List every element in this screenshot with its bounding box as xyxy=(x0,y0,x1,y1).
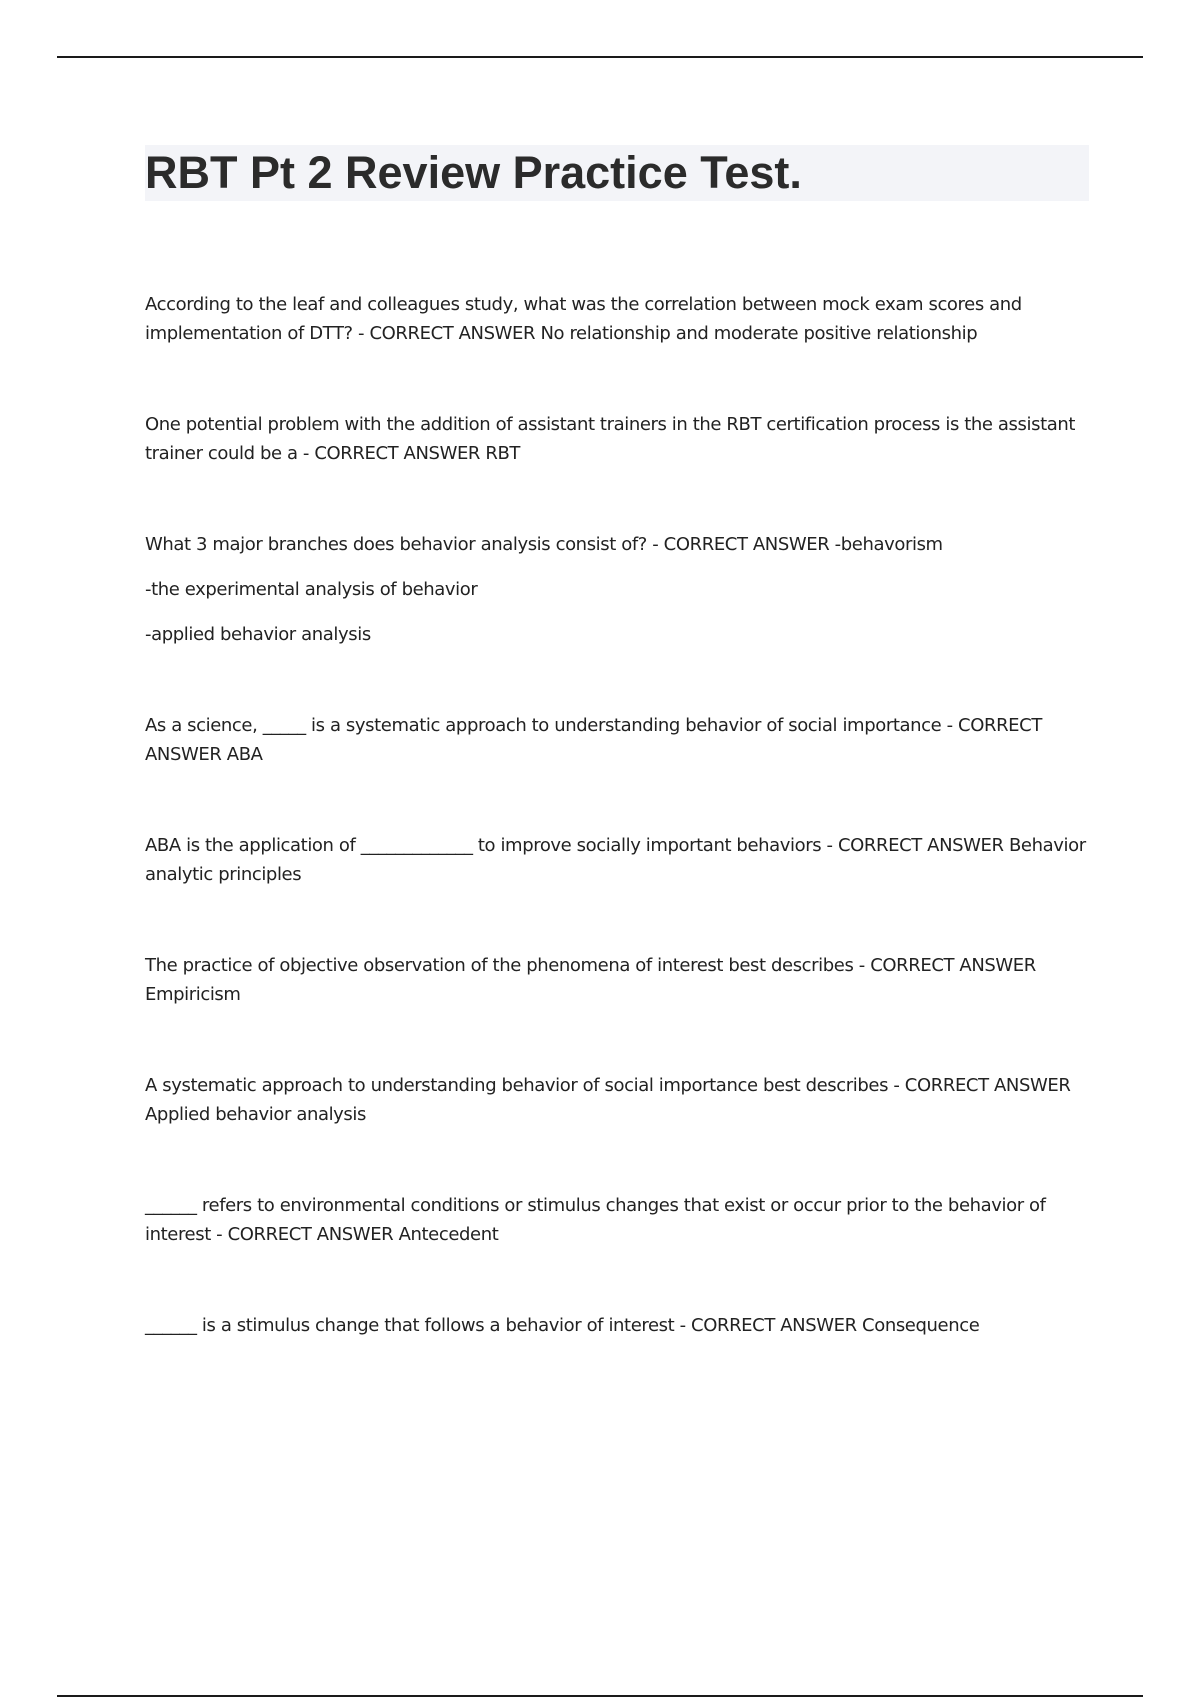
qa-text: ______ refers to environmental conditions or stimulus changes that exist or occur prior to the behavior of interest - CORRECT ANSWER Antecedent xyxy=(145,1195,1046,1245)
qa-item xyxy=(145,410,1095,468)
qa-item xyxy=(145,530,1095,649)
page-title: RBT Pt 2 Review Practice Test. xyxy=(145,147,802,198)
qa-item xyxy=(145,1191,1095,1249)
qa-item xyxy=(145,951,1095,1009)
qa-text: ABA is the application of _____________ to improve socially important behaviors - CORRECT ANSWER Behavior analytic principles xyxy=(145,835,1086,885)
bottom-divider xyxy=(57,1695,1143,1697)
qa-item xyxy=(145,711,1095,769)
qa-text: One potential problem with the addition of assistant trainers in the RBT certification process is the assistant trainer could be a - CORRECT ANSWER RBT xyxy=(145,414,1076,464)
qa-item xyxy=(145,831,1095,889)
qa-subline: -applied behavior analysis xyxy=(145,624,371,645)
qa-text: According to the leaf and colleagues study, what was the correlation between mock exam scores and implementation of DTT? - CORRECT ANSWER No relationship and moderate positive relationship xyxy=(145,294,1022,344)
qa-text: What 3 major branches does behavior analysis consist of? - CORRECT ANSWER -behavorism xyxy=(145,534,943,555)
qa-text: ______ is a stimulus change that follows a behavior of interest - CORRECT ANSWER Consequence xyxy=(145,1315,980,1336)
top-divider xyxy=(57,56,1143,58)
qa-item xyxy=(145,1071,1095,1129)
qa-text: A systematic approach to understanding behavior of social importance best describes - CORRECT ANSWER Applied behavior analysis xyxy=(145,1075,1071,1125)
qa-item xyxy=(145,290,1095,348)
qa-text: The practice of objective observation of the phenomena of interest best describes - CORRECT ANSWER Empiricism xyxy=(145,955,1036,1005)
qa-item xyxy=(145,1311,1095,1340)
qa-text: As a science, _____ is a systematic approach to understanding behavior of social importance - CORRECT ANSWER ABA xyxy=(145,715,1042,765)
question-list xyxy=(145,290,1095,1402)
qa-subline: -the experimental analysis of behavior xyxy=(145,579,478,600)
